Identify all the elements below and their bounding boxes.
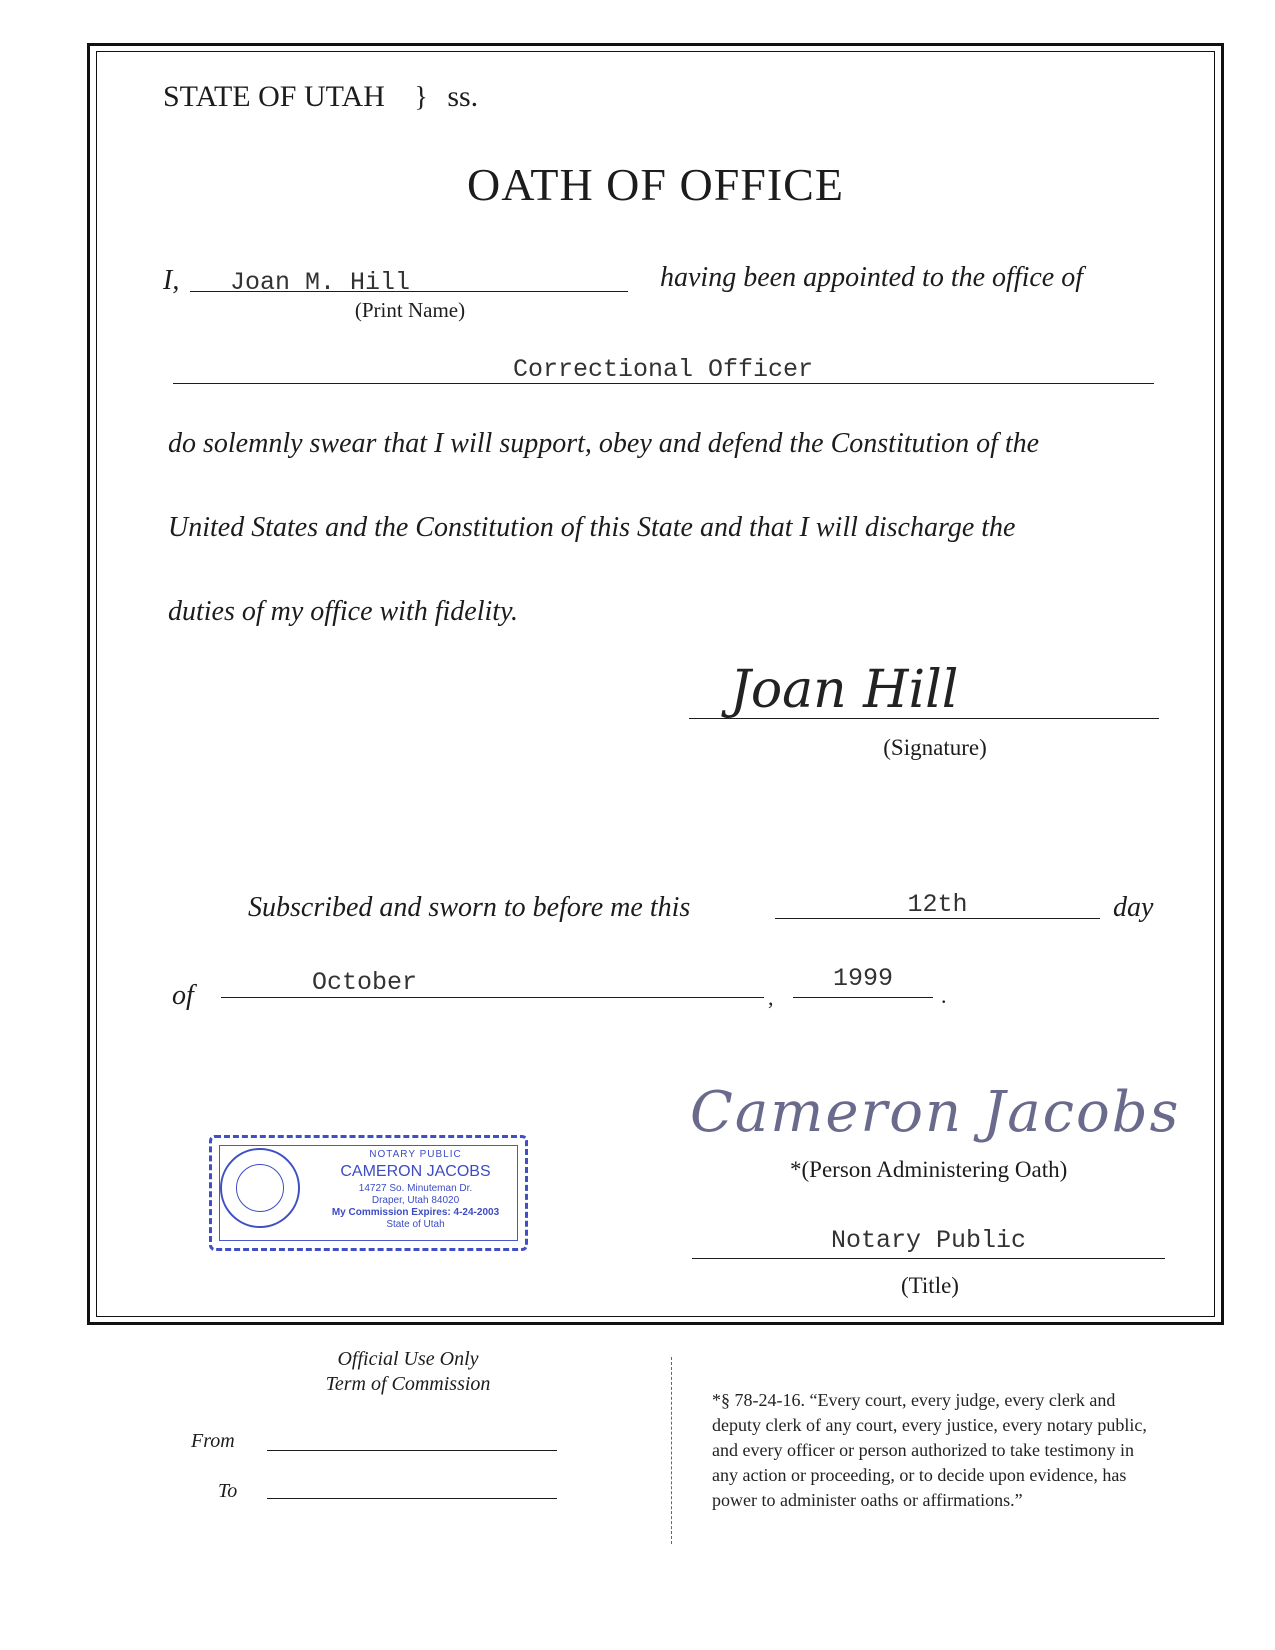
statute-text (712, 1388, 1147, 1513)
administrator-label: *(Person Administering Oath) (790, 1157, 1068, 1182)
oath-line-2: United States and the Constitution of this State and that I will discharge the (168, 512, 1016, 543)
footer-divider (671, 1357, 672, 1544)
year-period: . (941, 983, 947, 1008)
month-line (221, 997, 764, 998)
of-label: of (172, 980, 194, 1011)
from-label: From (191, 1430, 235, 1452)
title-value: Notary Public (830, 1226, 1027, 1255)
oath-line-3: duties of my office with fidelity. (168, 596, 518, 627)
statute-line-1: *§ 78-24-16. “Every court, every judge, every clerk and (712, 1390, 1116, 1410)
day-value: 12th (907, 890, 968, 919)
print-name-label: (Print Name) (354, 298, 466, 322)
seal-line-1: NOTARY PUBLIC (369, 1149, 462, 1160)
statute-line-2: deputy clerk of any court, every justice, every notary public, (712, 1415, 1147, 1435)
day-line (775, 918, 1100, 919)
statute-line-3: and every officer or person authorized to take testimony in (712, 1440, 1135, 1460)
officer-signature: Joan Hill (730, 660, 959, 720)
signature-line (689, 718, 1159, 719)
from-line (267, 1450, 557, 1451)
appointed-text: having been appointed to the office of (660, 262, 1084, 293)
seal-emblem (236, 1164, 284, 1212)
sworn-text: Subscribed and sworn to before me this (248, 892, 691, 923)
title-line (692, 1258, 1165, 1259)
to-label: To (218, 1480, 238, 1502)
month-value: October (312, 968, 418, 997)
state-seal-icon (220, 1148, 300, 1228)
statute-line-5: power to administer oaths or affirmations.” (712, 1490, 1023, 1510)
administrator-signature: Cameron Jacobs (690, 1080, 1181, 1145)
brace: } (414, 82, 428, 113)
title-label: (Title) (901, 1273, 959, 1298)
office-line (173, 383, 1154, 384)
page-title: OATH OF OFFICE (467, 159, 844, 210)
print-name-value: Joan M. Hill (230, 268, 411, 297)
month-comma: , (768, 985, 774, 1010)
office-value: Correctional Officer (512, 355, 814, 384)
notary-seal-stamp (209, 1135, 528, 1251)
year-line (793, 997, 933, 998)
ss-text: ss. (447, 80, 479, 113)
oath-line-1: do solemnly swear that I will support, obey and defend the Constitution of the (168, 428, 1040, 459)
seal-line-6: State of Utah (386, 1219, 445, 1230)
seal-line-3: 14727 So. Minuteman Dr. (358, 1183, 473, 1194)
statute-line-4: any action or proceeding, or to decide upon evidence, has (712, 1465, 1127, 1485)
seal-line-4: Draper, Utah 84020 (371, 1195, 460, 1206)
state-name: STATE OF UTAH (163, 80, 385, 113)
seal-line-2: CAMERON JACOBS (340, 1163, 491, 1180)
to-line (267, 1498, 557, 1499)
seal-line-5: My Commission Expires: 4-24-2003 (331, 1207, 500, 1218)
day-label: day (1113, 892, 1154, 923)
official-use-heading: Official Use Only (337, 1348, 479, 1370)
state-heading (163, 80, 478, 114)
signature-label: (Signature) (883, 735, 987, 760)
term-of-commission-heading: Term of Commission (325, 1373, 491, 1395)
oath-pronoun: I, (163, 265, 180, 296)
year-value: 1999 (832, 964, 893, 993)
